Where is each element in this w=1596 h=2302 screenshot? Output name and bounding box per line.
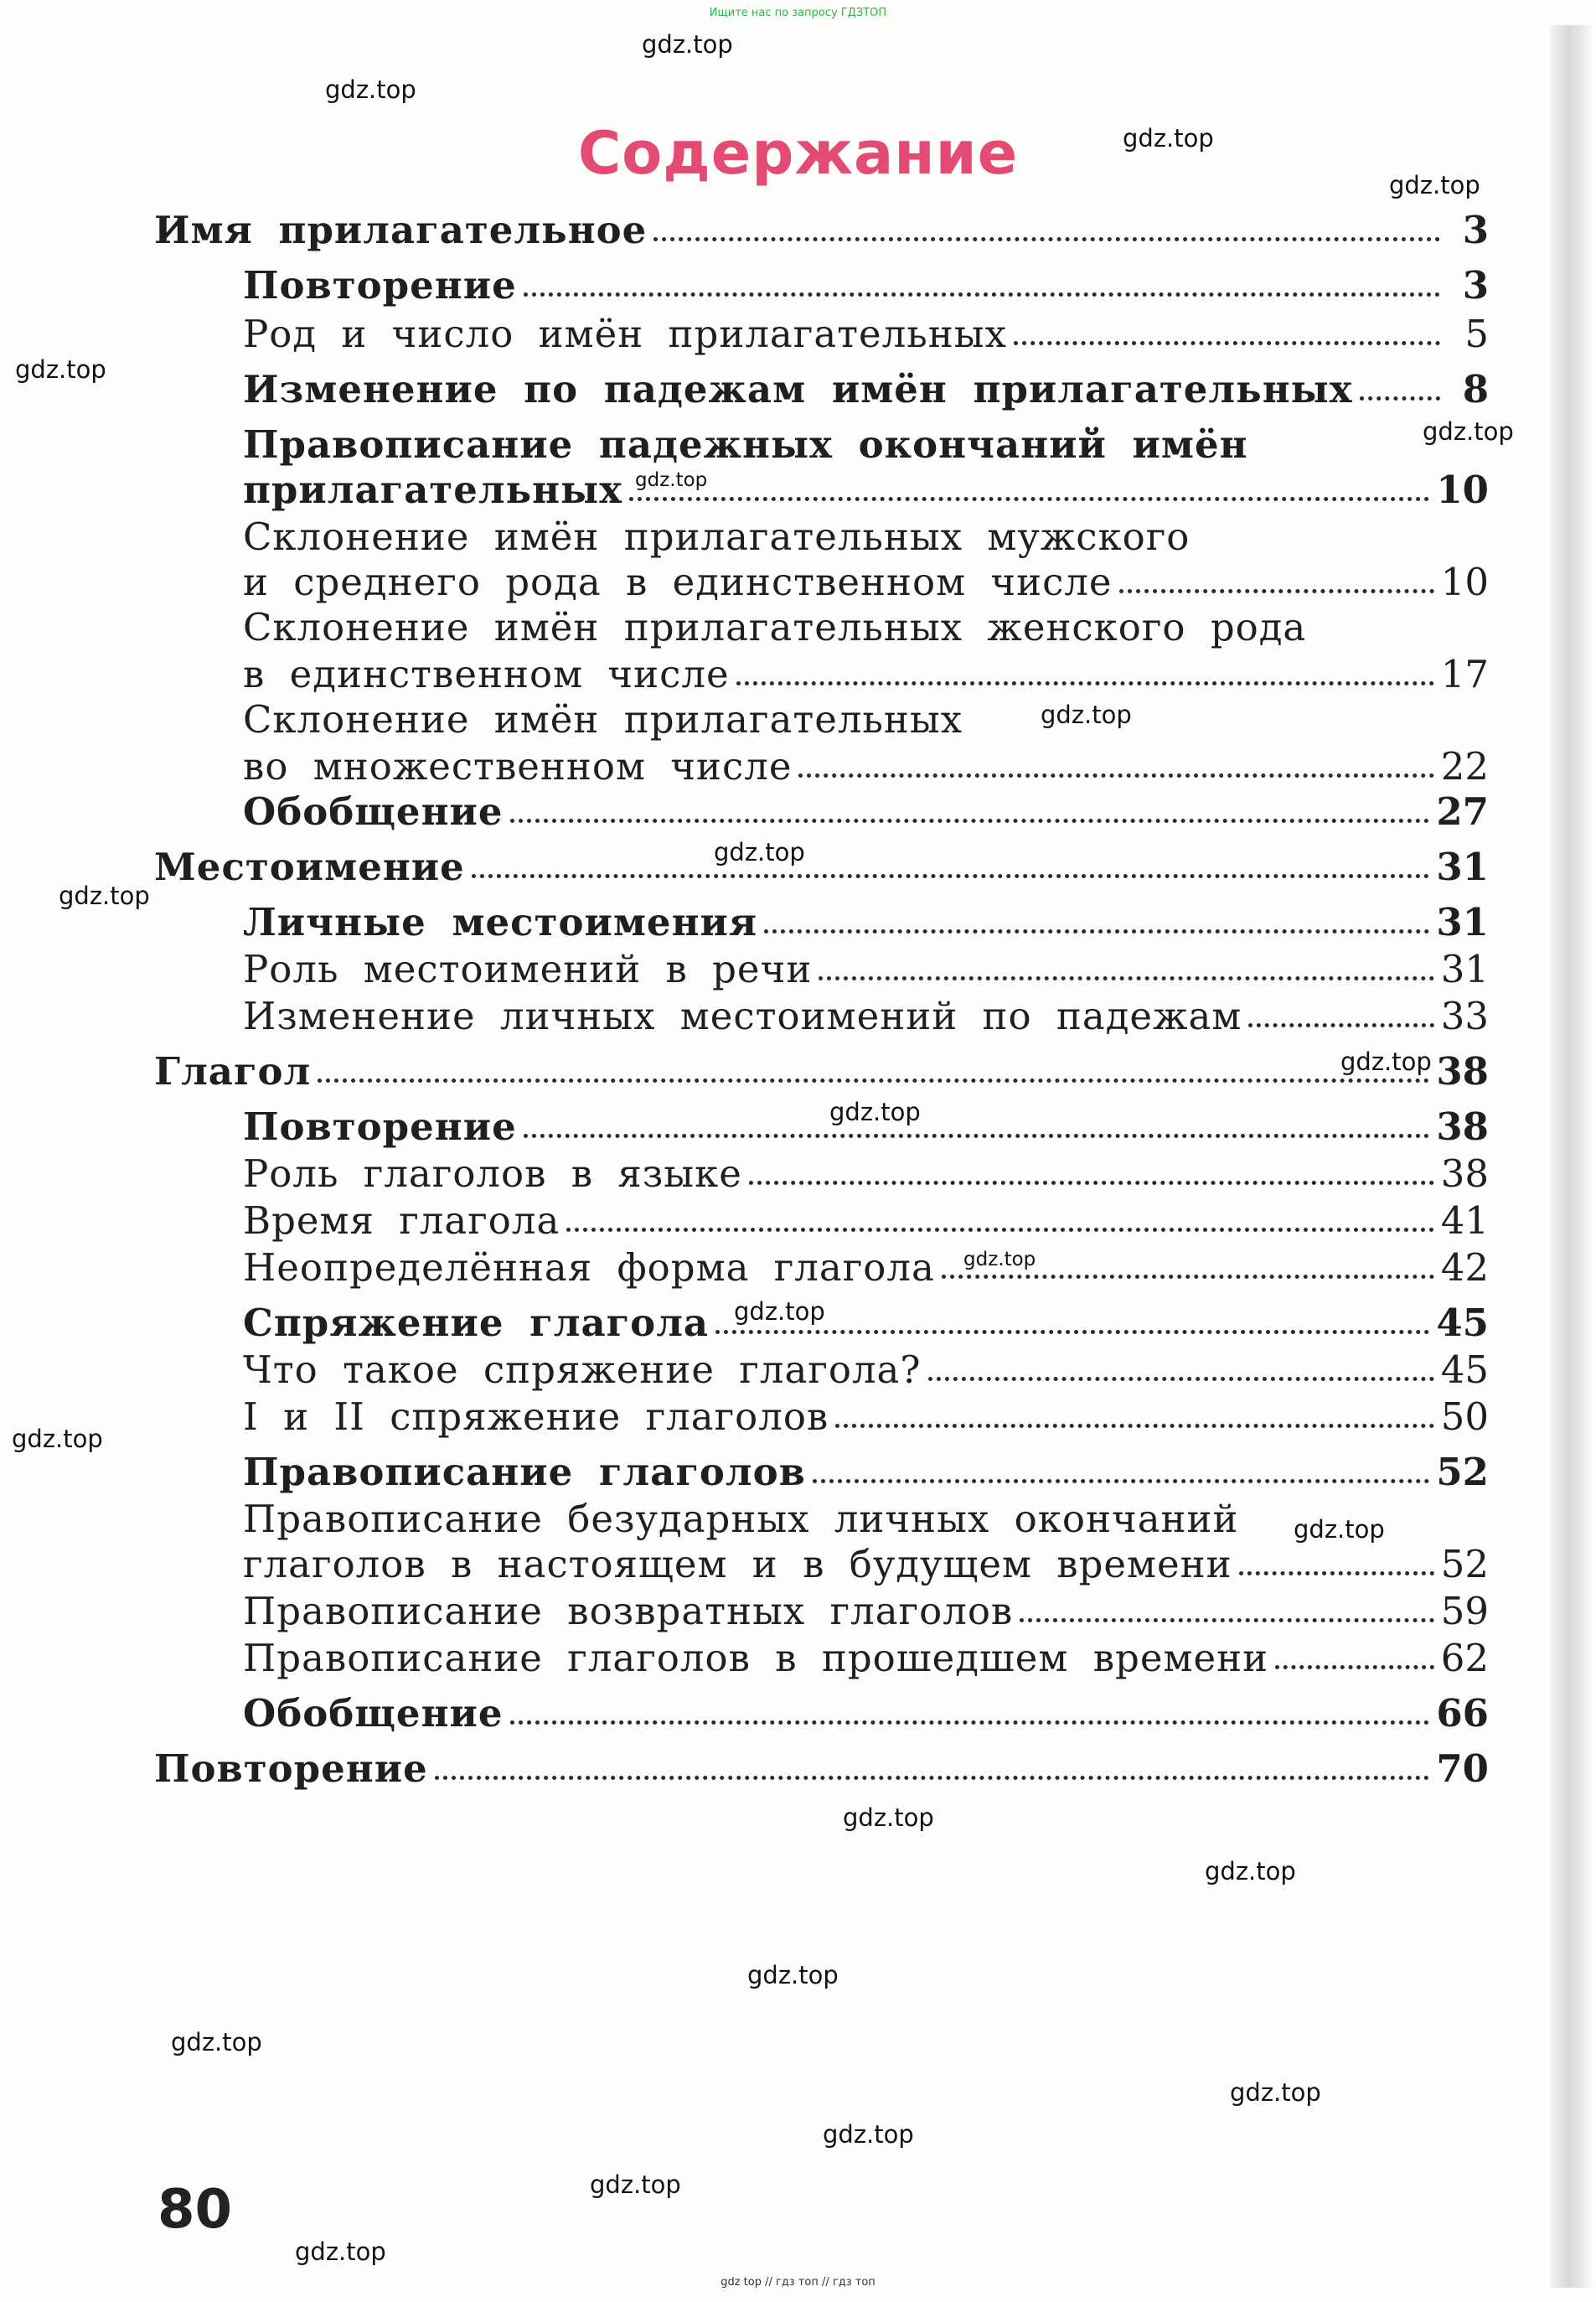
toc-page-number: 38: [1440, 1151, 1489, 1196]
leader-dots: [566, 1228, 1433, 1232]
leader-dots: [764, 929, 1429, 934]
toc-page-number: 31: [1436, 845, 1489, 889]
toc-entry: [243, 1393, 1489, 1441]
toc-entry: [243, 1540, 1489, 1589]
toc-entry: [243, 421, 1248, 469]
watermark: gdz.top: [747, 1961, 839, 1989]
toc-page-number: 31: [1436, 900, 1489, 944]
leader-dots: [472, 874, 1430, 878]
toc-entry: [243, 466, 1489, 515]
footer-note: gdz top // гдз топ // гдз топ: [721, 2276, 875, 2289]
leader-dots: [928, 1377, 1434, 1381]
toc-page-number: 3: [1462, 263, 1489, 308]
toc-entry: [243, 788, 1489, 836]
toc-page-number: 45: [1440, 1348, 1489, 1392]
toc-page-number: 17: [1440, 652, 1489, 696]
toc-entry: [154, 843, 1489, 892]
toc-page-number: 41: [1440, 1198, 1489, 1243]
watermark: gdz.top: [590, 2170, 681, 2199]
toc-page-number: 62: [1440, 1636, 1489, 1680]
toc-page-number: 22: [1440, 744, 1489, 789]
leader-dots: [813, 1479, 1429, 1483]
toc-entry: [243, 310, 1489, 359]
watermark: gdz.top: [59, 882, 150, 910]
toc-entry: [154, 1048, 1489, 1096]
toc-entry-title: Неопределённая форма глагола: [243, 1245, 935, 1290]
toc-page-number: 70: [1436, 1746, 1489, 1791]
toc-entry-title: глаголов в настоящем и в будущем времени: [243, 1542, 1232, 1586]
watermark: gdz.top: [714, 838, 805, 866]
toc-entry: [243, 603, 1306, 652]
toc-page-number: 5: [1464, 312, 1489, 356]
toc-page-number: 52: [1436, 1450, 1489, 1494]
toc-page-number: 10: [1436, 468, 1489, 512]
leader-dots: [1014, 341, 1440, 345]
leader-dots: [749, 1181, 1434, 1185]
watermark: gdz.top: [823, 2120, 914, 2149]
toc-entry: [243, 1448, 1489, 1497]
leader-dots: [1119, 589, 1434, 593]
watermark: gdz.top: [1340, 1048, 1432, 1076]
toc-entry-title: в единственном числе: [243, 652, 730, 696]
toc-entry-title: Склонение имён прилагательных женского рода: [243, 605, 1307, 649]
toc-entry-title: Глагол: [154, 1049, 312, 1094]
leader-dots: [510, 819, 1430, 823]
toc-entry: [243, 1244, 1489, 1292]
toc-entry-title: Правописание глаголов: [243, 1450, 806, 1494]
toc-entry: [243, 513, 1190, 561]
toc-entry: [243, 1587, 1489, 1636]
watermark: gdz.top: [734, 1297, 825, 1326]
watermark: gdz.top: [635, 469, 708, 491]
toc-entry: [243, 1634, 1489, 1683]
toc-entry-title: Имя прилагательное: [154, 208, 648, 252]
toc-page-number: 3: [1462, 208, 1489, 252]
toc-page-number: 45: [1436, 1301, 1489, 1345]
leader-dots: [524, 1134, 1430, 1138]
leader-dots: [1248, 1023, 1433, 1027]
toc-entry: [243, 650, 1489, 699]
watermark: gdz.top: [325, 75, 416, 104]
toc-entry: [243, 992, 1489, 1041]
watermark: gdz.top: [829, 1098, 921, 1126]
toc-entry-title: Правописание возвратных глаголов: [243, 1589, 1014, 1633]
toc-page-number: 8: [1462, 367, 1489, 411]
toc-page-number: 66: [1436, 1691, 1489, 1736]
toc-entry-title: прилагательных: [243, 468, 623, 512]
toc-entry-title: Правописание глаголов в прошедшем времени: [243, 1636, 1269, 1680]
header-note: Ищите нас по запросу ГДЗТОП: [709, 7, 887, 19]
toc-entry-title: Склонение имён прилагательных: [243, 697, 963, 742]
toc-entry-title: Повторение: [154, 1746, 428, 1791]
toc-entry-title: Правописание падежных окончаний имён: [243, 422, 1248, 467]
toc-entry-title: Род и число имён прилагательных: [243, 312, 1007, 356]
toc-entry-title: Изменение по падежам имён прилагательных: [243, 367, 1353, 411]
toc-entry-title: I и II спряжение глаголов: [243, 1394, 829, 1439]
toc-entry-title: во множественном числе: [243, 744, 793, 789]
toc-entry-title: Время глагола: [243, 1198, 560, 1243]
toc-entry: [243, 696, 963, 744]
toc-entry-title: Обобщение: [243, 1691, 504, 1736]
toc-entry-title: Спряжение глагола: [243, 1301, 710, 1345]
watermark: gdz.top: [963, 1249, 1036, 1270]
watermark: gdz.top: [1041, 701, 1132, 729]
watermark: gdz.top: [295, 2237, 386, 2266]
toc-page-number: 33: [1440, 994, 1489, 1038]
toc-entry-title: Обобщение: [243, 789, 504, 834]
watermark: gdz.top: [843, 1803, 934, 1832]
watermark: gdz.top: [1389, 171, 1480, 199]
leader-dots: [653, 237, 1440, 241]
leader-dots: [736, 681, 1434, 685]
toc-page-number: 38: [1436, 1104, 1489, 1149]
toc-page-number: 59: [1440, 1589, 1489, 1633]
toc-entry: [154, 1745, 1489, 1793]
toc-entry: [243, 558, 1489, 607]
toc-entry: [243, 261, 1489, 310]
leader-dots: [1275, 1665, 1434, 1669]
leader-dots: [715, 1330, 1429, 1334]
toc-entry: [243, 1197, 1489, 1245]
leader-dots: [819, 976, 1433, 980]
toc-page-number: 27: [1436, 789, 1489, 834]
toc-page-number: 38: [1436, 1049, 1489, 1094]
toc-entry-title: Изменение личных местоимений по падежам: [243, 994, 1242, 1038]
watermark: gdz.top: [15, 355, 106, 384]
watermark: gdz.top: [1123, 124, 1214, 153]
toc-page-number: 42: [1440, 1245, 1489, 1290]
toc-entry: [243, 1495, 1239, 1544]
watermark: gdz.top: [12, 1425, 103, 1453]
toc-page-number: 31: [1440, 947, 1489, 991]
toc-entry-title: Правописание безударных личных окончаний: [243, 1497, 1239, 1541]
toc-page-number: 52: [1440, 1542, 1489, 1586]
leader-dots: [1360, 396, 1440, 401]
toc-entry: [243, 945, 1489, 994]
toc-page-number: 50: [1440, 1394, 1489, 1439]
leader-dots: [318, 1079, 1429, 1083]
watermark: gdz.top: [1423, 417, 1514, 446]
watermark: gdz.top: [1205, 1857, 1296, 1886]
page-number: 80: [158, 2179, 233, 2241]
toc-page-number: 10: [1440, 560, 1489, 604]
toc-entry-title: Что такое спряжение глагола?: [243, 1348, 922, 1392]
watermark: gdz.top: [642, 30, 733, 59]
toc-entry-title: Повторение: [243, 1104, 517, 1149]
toc-entry: [243, 365, 1489, 414]
toc-entry: [243, 1689, 1489, 1738]
page-title: Содержание: [577, 119, 1019, 188]
toc-entry-title: и среднего рода в единственном числе: [243, 560, 1113, 604]
toc-entry: [243, 898, 1489, 947]
toc-entry: [243, 1299, 1489, 1348]
toc-entry-title: Склонение имён прилагательных мужского: [243, 515, 1191, 559]
leader-dots: [510, 1720, 1430, 1725]
toc-entry-title: Роль глаголов в языке: [243, 1151, 742, 1196]
leader-dots: [1239, 1571, 1434, 1575]
watermark: gdz.top: [1294, 1515, 1385, 1544]
toc-entry-title: Личные местоимения: [243, 900, 758, 944]
leader-dots: [435, 1776, 1430, 1780]
leader-dots: [1020, 1618, 1433, 1622]
toc-entry: [243, 1346, 1489, 1394]
toc-entry: [154, 206, 1489, 255]
watermark: gdz.top: [171, 2028, 262, 2056]
toc-entry-title: Местоимение: [154, 845, 465, 889]
leader-dots: [629, 497, 1429, 501]
leader-dots: [798, 773, 1433, 778]
toc-entry: [243, 742, 1489, 791]
watermark: gdz.top: [1230, 2078, 1321, 2107]
toc-entry-title: Роль местоимений в речи: [243, 947, 813, 991]
leader-dots: [524, 292, 1440, 297]
leader-dots: [942, 1275, 1434, 1279]
toc-entry: [243, 1150, 1489, 1198]
leader-dots: [835, 1424, 1433, 1428]
toc-entry-title: Повторение: [243, 263, 517, 308]
